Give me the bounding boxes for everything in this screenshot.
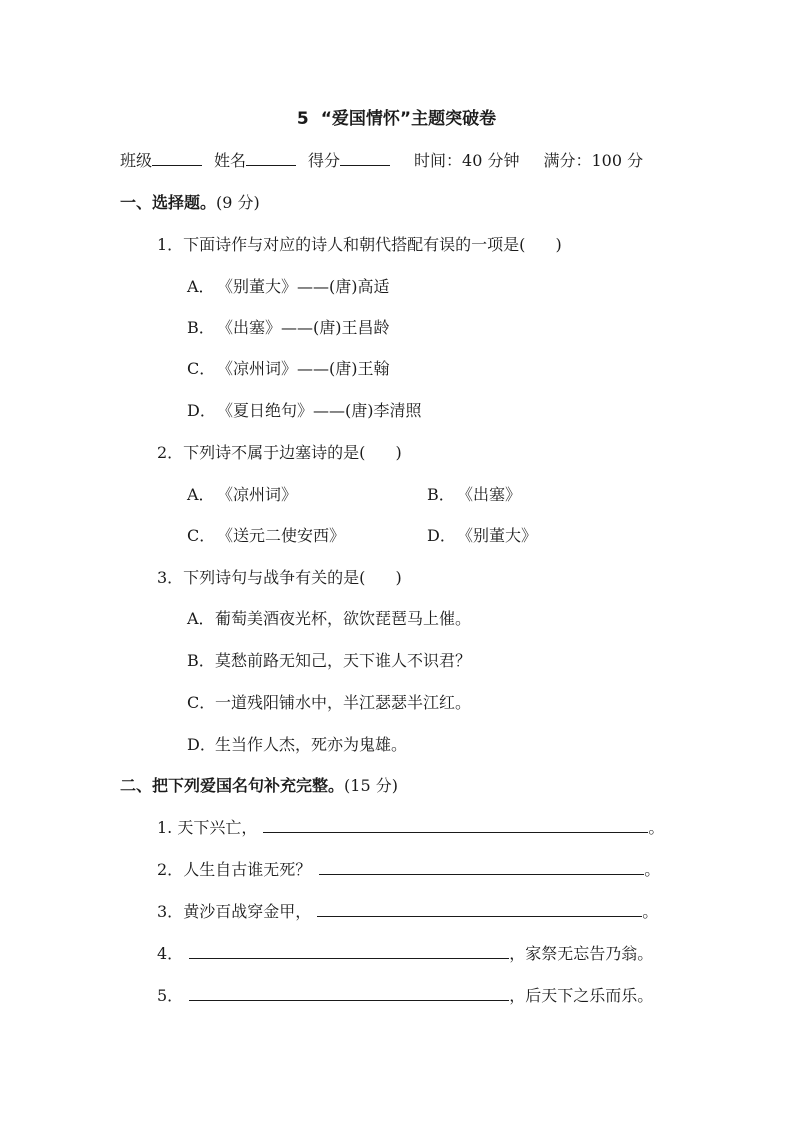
option-label: B． — [187, 651, 215, 670]
option-text: 《别董大》——(唐)高适 — [217, 277, 390, 296]
time-limit: 时间：40 分钟 — [414, 151, 520, 170]
q2-option-a[interactable] — [187, 482, 297, 505]
answer-line[interactable] — [189, 944, 509, 959]
name-label: 姓名 — [214, 151, 247, 170]
option-text: 《别董大》 — [457, 526, 538, 545]
q3-option-c[interactable] — [187, 690, 471, 713]
fill-item-3 — [157, 899, 658, 922]
option-text: 《凉州词》 — [217, 485, 298, 504]
question-3 — [157, 565, 402, 588]
title-text: “爱国情怀”主题突破卷 — [320, 109, 497, 129]
item-number: 1. — [157, 818, 173, 837]
answer-line[interactable] — [189, 986, 509, 1001]
item-number: 4． — [157, 944, 184, 963]
unit-number: 5 — [296, 109, 309, 129]
fill-item-2 — [157, 857, 660, 880]
option-text: 生当作人杰，死亦为鬼雄。 — [215, 735, 408, 754]
section-2-points: (15 分) — [344, 776, 398, 795]
page-title — [0, 104, 793, 129]
option-label: A． — [187, 277, 215, 296]
item-suffix: 。 — [648, 818, 665, 837]
item-number: 5． — [157, 986, 184, 1005]
item-prompt: 天下兴亡， — [177, 818, 258, 837]
fill-item-1 — [157, 815, 664, 838]
paren-close: ) — [395, 443, 402, 462]
section-1-points: (9 分) — [216, 193, 260, 212]
fill-item-4 — [157, 941, 653, 964]
item-number: 2． — [157, 860, 184, 879]
paren-close: ) — [395, 568, 402, 587]
question-stem: 1．下面诗作与对应的诗人和朝代搭配有误的一项是( — [157, 235, 526, 254]
option-label: A． — [187, 609, 215, 628]
q1-option-c[interactable] — [187, 356, 390, 379]
fill-item-5 — [157, 983, 653, 1006]
full-score: 满分：100 分 — [543, 151, 644, 170]
student-info-row — [120, 148, 643, 171]
option-text: 《夏日绝句》——(唐)李清照 — [217, 401, 422, 420]
question-2 — [157, 440, 402, 463]
section-1-heading — [120, 190, 260, 213]
section-1-title: 一、选择题。 — [120, 193, 217, 212]
answer-line[interactable] — [317, 902, 642, 917]
option-label: B． — [427, 485, 455, 504]
question-stem: 2．下列诗不属于边塞诗的是( — [157, 443, 366, 462]
q1-option-b[interactable] — [187, 315, 390, 338]
q1-option-d[interactable] — [187, 398, 422, 421]
option-text: 《送元二使安西》 — [217, 526, 346, 545]
item-suffix: 。 — [644, 860, 661, 879]
section-2-heading — [120, 773, 398, 796]
option-text: 葡萄美酒夜光杯，欲饮琵琶马上催。 — [215, 609, 472, 628]
item-suffix: 。 — [642, 902, 659, 921]
score-blank[interactable] — [340, 151, 390, 166]
option-label: C． — [187, 693, 216, 712]
option-text: 一道残阳铺水中，半江瑟瑟半江红。 — [215, 693, 472, 712]
q2-option-b[interactable] — [427, 482, 521, 505]
class-blank[interactable] — [152, 151, 202, 166]
score-label: 得分 — [308, 151, 341, 170]
item-suffix: ，家祭无忘告乃翁。 — [509, 944, 654, 963]
item-prompt: 人生自古谁无死？ — [183, 860, 312, 879]
q3-option-d[interactable] — [187, 732, 407, 755]
section-2-title: 二、把下列爱国名句补充完整。 — [120, 776, 345, 795]
option-label: D． — [187, 401, 216, 420]
option-label: B． — [187, 318, 215, 337]
item-number: 3． — [157, 902, 184, 921]
item-prompt: 黄沙百战穿金甲， — [183, 902, 312, 921]
option-label: C． — [187, 359, 216, 378]
q3-option-b[interactable] — [187, 648, 471, 671]
name-blank[interactable] — [246, 151, 296, 166]
question-stem: 3．下列诗句与战争有关的是( — [157, 568, 366, 587]
answer-line[interactable] — [319, 860, 644, 875]
q3-option-a[interactable] — [187, 606, 471, 629]
q1-option-a[interactable] — [187, 274, 390, 297]
option-label: A． — [187, 485, 215, 504]
option-text: 《凉州词》——(唐)王翰 — [217, 359, 390, 378]
class-label: 班级 — [120, 151, 153, 170]
q2-option-c[interactable] — [187, 523, 345, 546]
option-text: 莫愁前路无知己，天下谁人不识君？ — [215, 651, 472, 670]
option-label: C． — [187, 526, 216, 545]
option-label: D． — [187, 735, 216, 754]
q2-option-d[interactable] — [427, 523, 537, 546]
item-suffix: ，后天下之乐而乐。 — [509, 986, 654, 1005]
answer-line[interactable] — [263, 818, 648, 833]
question-1 — [157, 232, 562, 255]
option-label: D． — [427, 526, 456, 545]
option-text: 《出塞》——(唐)王昌龄 — [217, 318, 390, 337]
option-text: 《出塞》 — [457, 485, 522, 504]
paren-close: ) — [555, 235, 562, 254]
